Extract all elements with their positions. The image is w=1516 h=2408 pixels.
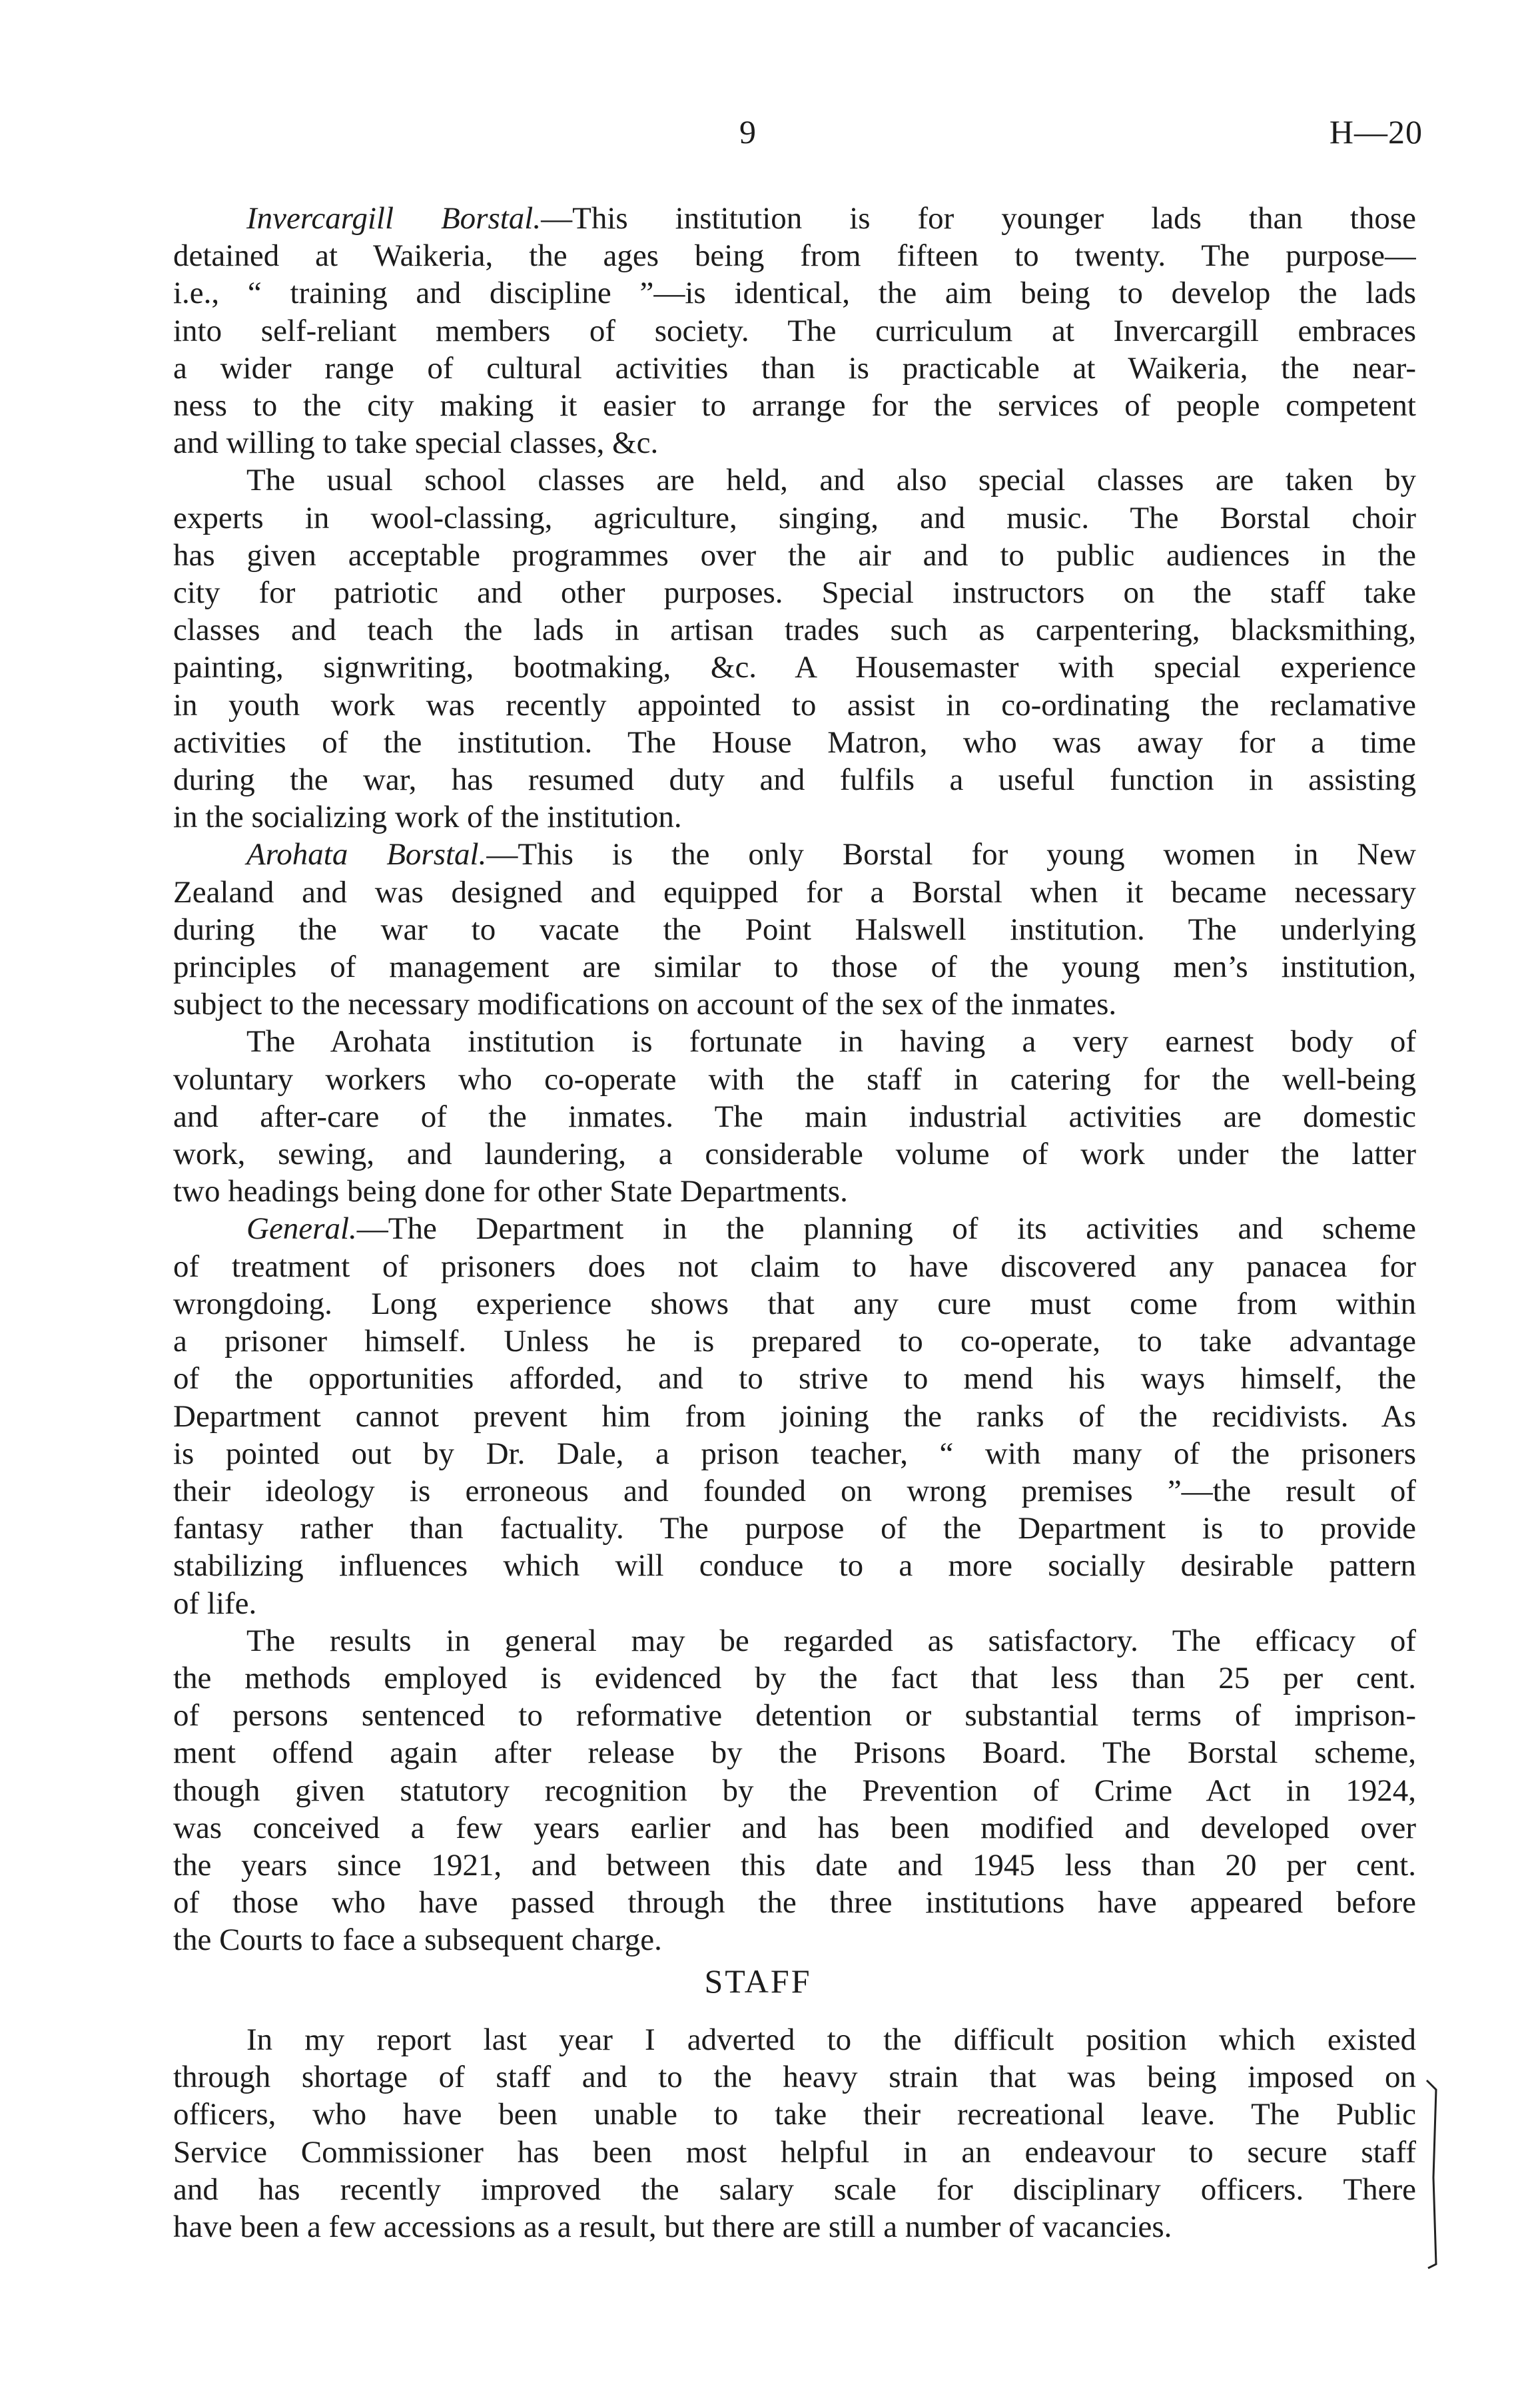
text-line: The usual school classes are held, and also special classes are taken by (246, 463, 1416, 498)
text-line: wrongdoing. Long experience shows that any cure must come from within (173, 1286, 1416, 1321)
text-line: officers, who have been unable to take their recreational leave. The Public (173, 2097, 1416, 2132)
text-line: Department cannot prevent him from joining the ranks of the recidivists. As (173, 1398, 1416, 1434)
text-line: i.e., “ training and discipline ”—is identical, the aim being to develop the lads (173, 276, 1416, 311)
section-title: General. (246, 1211, 357, 1247)
text-line: of persons sentenced to reformative detention or substantial terms of imprison- (173, 1698, 1416, 1733)
page-number: 9 (739, 113, 756, 150)
text-line: experts in wool-classing, agriculture, singing, and music. The Borstal choir (173, 500, 1416, 535)
section-heading-staff: STAFF (704, 1962, 812, 2000)
text-line: and willing to take special classes, &c. (173, 426, 659, 461)
paragraph-general (173, 1210, 1416, 1622)
text-line: activities of the institution. The House Matron, who was away for a time (173, 725, 1416, 760)
text-line: city for patriotic and other purposes. Special instructors on the staff take (173, 575, 1416, 611)
text-line: and after-care of the inmates. The main industrial activities are domestic (173, 1099, 1416, 1134)
text-line: the methods employed is evidenced by the fact that less than 25 per cent. (173, 1660, 1416, 1695)
text-line: ness to the city making it easier to arrange for the services of people competent (173, 388, 1416, 424)
text-line: principles of management are similar to those of the young men’s institution, (173, 950, 1416, 985)
paragraph-arohata-borstal (173, 836, 1416, 1023)
text-line: a wider range of cultural activities than is practicable at Waikeria, the near- (173, 350, 1416, 386)
text-line: the Courts to face a subsequent charge. (173, 1923, 662, 1958)
text-line (173, 836, 1416, 873)
text-line: through shortage of staff and to the heavy strain that was being imposed on (173, 2060, 1416, 2095)
text-line: In my report last year I adverted to the difficult position which existed (246, 2022, 1416, 2057)
text-line: the years since 1921, and between this date and 1945 less than 20 per cent. (173, 1847, 1416, 1883)
text-line: of life. (173, 1586, 257, 1621)
text-line: two headings being done for other State Departments. (173, 1174, 848, 1209)
text-line: have been a few accessions as a result, but there are still a number of vacancies. (173, 2210, 1172, 2245)
text-line: painting, signwriting, bootmaking, &c. A Housemaster with special experience (173, 650, 1416, 685)
text-line-content: —The Department in the planning of its activities and scheme (356, 1211, 1416, 1247)
text-line: fantasy rather than factuality. The purpose of the Department is to provide (173, 1511, 1416, 1546)
margin-bracket-mark (1425, 2078, 1439, 2271)
text-line: during the war to vacate the Point Halswell institution. The underlying (173, 912, 1416, 947)
text-line-content: —This institution is for younger lads than those (541, 201, 1416, 236)
report-code: H—20 (1329, 113, 1423, 150)
paragraph-invercargill-borstal (173, 200, 1416, 461)
text-line: has given acceptable programmes over the air and to public audiences in the (173, 537, 1416, 573)
text-line (173, 1210, 1416, 1247)
text-line: Service Commissioner has been most helpful in an endeavour to secure staff (173, 2134, 1416, 2170)
text-line: The results in general may be regarded as satisfactory. The efficacy of (246, 1623, 1416, 1658)
text-line: a prisoner himself. Unless he is prepared to co-operate, to take advantage (173, 1324, 1416, 1359)
text-line: of those who have passed through the three institutions have appeared before (173, 1885, 1416, 1921)
text-line: work, sewing, and laundering, a considerable volume of work under the latter (173, 1137, 1416, 1172)
section-title: Arohata Borstal. (246, 837, 487, 872)
text-line: in the socializing work of the institution. (173, 800, 682, 835)
text-line: The Arohata institution is fortunate in having a very earnest body of (246, 1024, 1416, 1059)
text-line: into self-reliant members of society. The curriculum at Invercargill embraces (173, 313, 1416, 348)
text-line: subject to the necessary modifications on account of the sex of the inmates. (173, 987, 1117, 1022)
text-line: of treatment of prisoners does not claim to have discovered any panacea for (173, 1249, 1416, 1284)
paragraph-results (173, 1622, 1416, 1959)
text-line: detained at Waikeria, the ages being from fifteen to twenty. The purpose— (173, 238, 1416, 274)
text-line: of the opportunities afforded, and to strive to mend his ways himself, the (173, 1361, 1416, 1396)
text-line: stabilizing influences which will conduce to a more socially desirable pattern (173, 1548, 1416, 1584)
paragraph-staff (173, 2021, 1416, 2246)
text-line-content: —This is the only Borstal for young women in New (486, 837, 1416, 872)
text-line (173, 200, 1416, 237)
text-line: ment offend again after release by the Prisons Board. The Borstal scheme, (173, 1735, 1416, 1771)
text-line: in youth work was recently appointed to assist in co-ordinating the reclamative (173, 687, 1416, 723)
text-line: and has recently improved the salary scale for disciplinary officers. There (173, 2172, 1416, 2207)
text-line: Zealand and was designed and equipped for a Borstal when it became necessary (173, 874, 1416, 910)
text-line: classes and teach the lads in artisan trades such as carpentering, blacksmithing, (173, 613, 1416, 648)
text-line: was conceived a few years earlier and has been modified and developed over (173, 1810, 1416, 1845)
body-text (173, 200, 1416, 1959)
text-line: during the war, has resumed duty and fulfils a useful function in assisting (173, 762, 1416, 798)
paragraph-invercargill-classes (173, 461, 1416, 836)
text-line: is pointed out by Dr. Dale, a prison teacher, “ with many of the prisoners (173, 1436, 1416, 1471)
section-title: Invercargill Borstal. (246, 201, 542, 236)
text-line: though given statutory recognition by the Prevention of Crime Act in 1924, (173, 1773, 1416, 1808)
text-line: voluntary workers who co-operate with the staff in catering for the well-being (173, 1061, 1416, 1097)
text-line: their ideology is erroneous and founded on wrong premises ”—the result of (173, 1473, 1416, 1508)
paragraph-arohata-workers (173, 1023, 1416, 1210)
